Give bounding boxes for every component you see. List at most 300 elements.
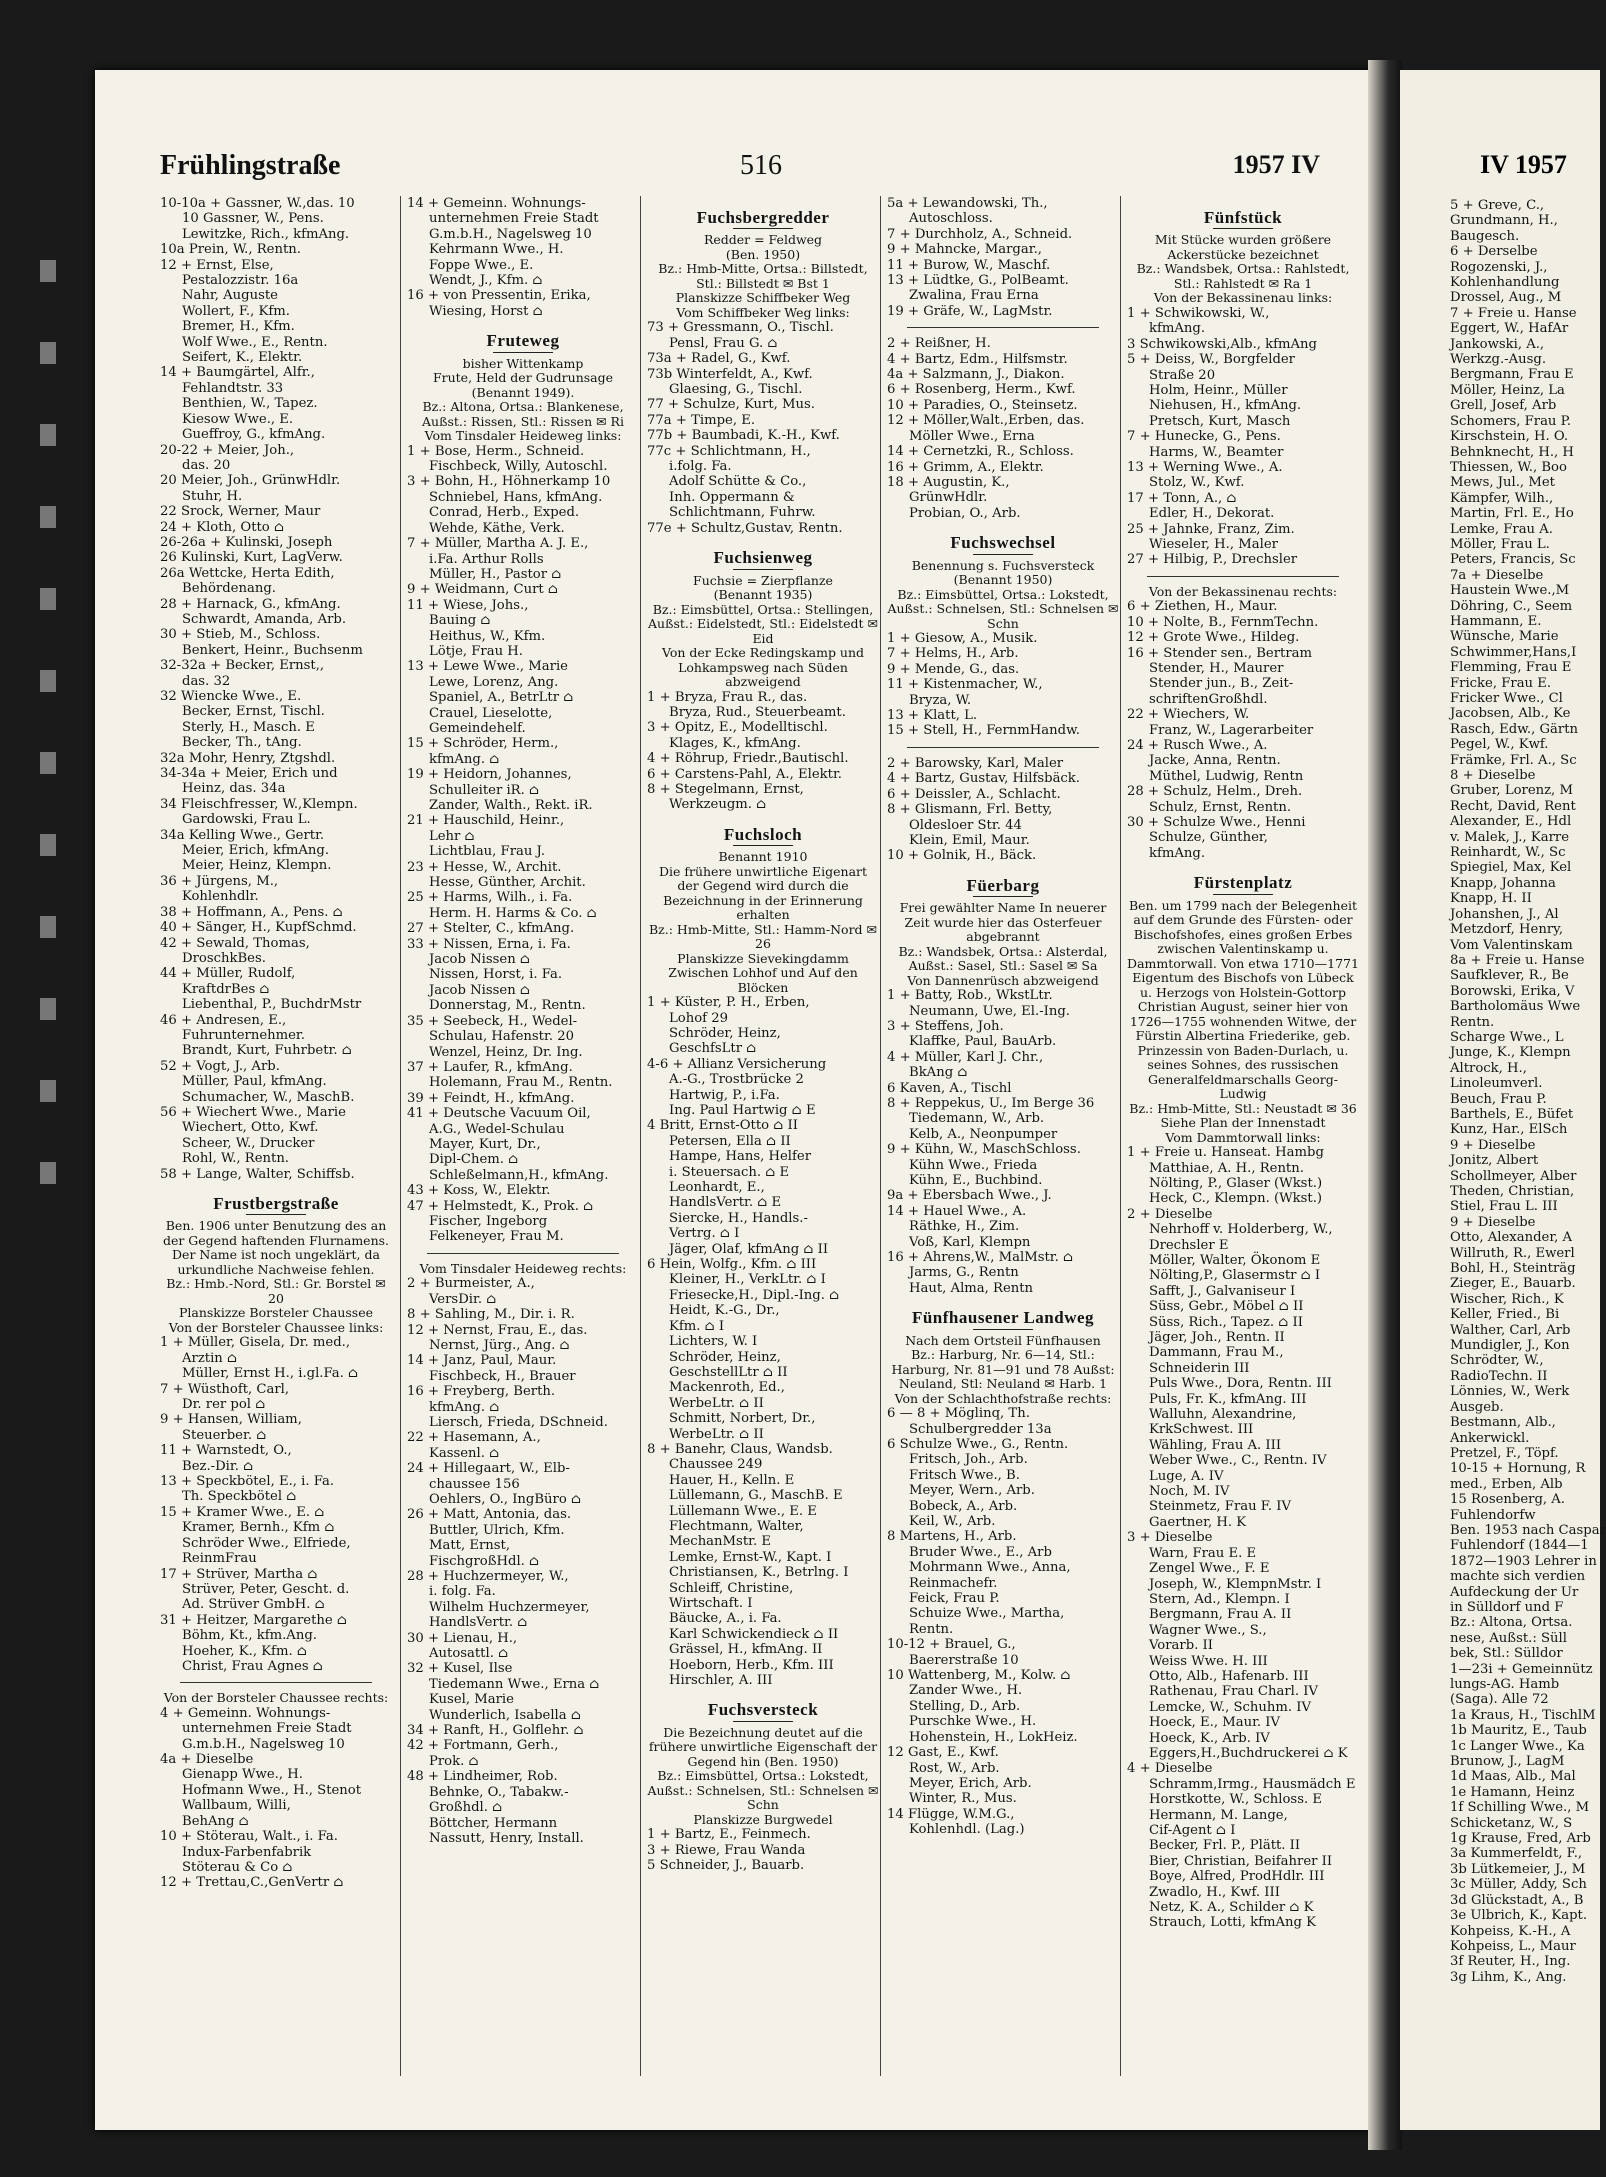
resident-line: Schröder, Heinz, — [669, 1349, 781, 1365]
resident-line: Heithus, W., Kfm. — [429, 628, 546, 644]
resident-line: Nernst, Jürg., Ang. ⌂ — [429, 1337, 570, 1353]
street-note: (Ben. 1950) — [725, 246, 801, 262]
street-note: Von der Ecke Redingskamp und Lohkampsweg nach Süden abzweigend — [661, 645, 865, 689]
facing-page-line: 3e Ulbrich, K., Kapt. — [1450, 1908, 1588, 1924]
facing-page-line: Bestmann, Alb., — [1450, 1415, 1556, 1431]
facing-page-line: Behnknecht, H., H — [1450, 444, 1574, 460]
resident-line: Kramer, Bernh., Kfm ⌂ — [182, 1520, 335, 1536]
resident-line: Wendt, J., Kfm. ⌂ — [429, 273, 543, 289]
facing-page-line: Bartholomäus Wwe — [1450, 999, 1581, 1015]
address-entry: 10 + Paradies, O., Steinsetz. — [887, 397, 1078, 413]
street-note: Bz.: Eimsbüttel, Ortsa.: Stellingen, Außst.: Eidelstedt, Stl.: Eidelstedt ✉ Eid — [648, 601, 878, 646]
address-entry: 42 + Fortmann, Gerh., — [407, 1738, 559, 1754]
resident-line: Reinmachefr. — [909, 1575, 998, 1591]
address-entry: 73 + Gressmann, O., Tischl. — [647, 320, 834, 336]
address-entry: 6 Kaven, A., Tischl — [887, 1080, 1012, 1096]
address-entry: 13 + Speckbötel, E., i. Fa. — [160, 1474, 335, 1490]
facing-page-line: 1b Mauritz, E., Taub — [1450, 1723, 1587, 1739]
resident-line: Rentn. — [909, 1621, 954, 1637]
resident-line: Autoschloss. — [909, 211, 993, 227]
resident-line: Prok. ⌂ — [429, 1753, 479, 1769]
resident-line: Klages, K., kfmAng. — [669, 735, 801, 751]
facing-page-line: Johanshen, J., Al — [1450, 906, 1559, 922]
facing-page-line: Schrödter, W., — [1450, 1353, 1544, 1369]
street-note: Siehe Plan der Innenstadt — [1160, 1115, 1326, 1131]
address-entry: 22 + Wiechers, W. — [1127, 707, 1250, 723]
scan-edge-marks — [0, 200, 95, 1800]
facing-page-line: 10-15 + Hornung, R — [1450, 1461, 1586, 1477]
resident-line: Steuerber. ⌂ — [182, 1427, 267, 1443]
resident-line: Räthke, H., Zim. — [909, 1219, 1020, 1235]
address-entry: 14 + Baumgärtel, Alfr., — [160, 365, 315, 381]
facing-page-line: Gruber, Lorenz, M — [1450, 783, 1573, 799]
resident-line: Strauch, Lotti, kfmAng K — [1149, 1915, 1317, 1931]
address-entry: 34 Fleischfresser, W.,Klempn. — [160, 796, 358, 812]
address-entry: 22 + Hasemann, A., — [407, 1430, 541, 1446]
resident-line: i.folg. Fa. — [669, 459, 732, 475]
address-entry: 1 + Bose, Herm., Schneid. — [407, 443, 585, 459]
address-entry: 24 + Rusch Wwe., A. — [1127, 737, 1268, 753]
facing-page-line: Rasch, Edw., Gärtn — [1450, 721, 1578, 737]
address-entry: 34a Kelling Wwe., Gertr. — [160, 827, 325, 843]
resident-line: Benkert, Heinr., Buchsenm — [182, 642, 363, 658]
resident-line: kfmAng. ⌂ — [429, 1399, 500, 1415]
street-heading: Fuchsloch — [647, 827, 879, 846]
street-heading: Fünfstück — [1127, 210, 1359, 229]
address-entry: 12 + Trettau,C.,GenVertr ⌂ — [160, 1875, 344, 1891]
street-note: Von der Borsteler Chaussee links: — [168, 1319, 384, 1335]
address-entry: 16 + Ahrens,W., MalMstr. ⌂ — [887, 1250, 1074, 1266]
facing-page-line: 7a + Dieselbe — [1450, 567, 1544, 583]
resident-line: Heidt, K.-G., Dr., — [669, 1303, 780, 1319]
resident-line: Kfm. ⌂ I — [669, 1318, 725, 1334]
address-entry: 48 + Lindheimer, Rob. — [407, 1769, 558, 1785]
street-note: Bz.: Eimsbüttel, Ortsa.: Lokstedt, Außst.: Schnelsen, Stl.: Schnelsen ✉ Schn — [887, 586, 1119, 631]
resident-line: Scheer, W., Drucker — [182, 1135, 315, 1151]
resident-line: Zwadlo, H., Kwf. III — [1149, 1884, 1280, 1900]
address-entry: 9 + Mahncke, Margar., — [887, 242, 1042, 258]
facing-page-line: 8 + Dieselbe — [1450, 768, 1536, 784]
facing-page-line: Martin, Frl. E., Ho — [1450, 506, 1574, 522]
address-entry: 7 + Hunecke, G., Pens. — [1127, 429, 1281, 445]
address-entry: 4a + Dieselbe — [160, 1752, 254, 1768]
facing-page-line: Reinhardt, W., Sc — [1450, 845, 1566, 861]
resident-line: Nölting, P., Glaser (Wkst.) — [1149, 1175, 1323, 1191]
resident-line: Felkeneyer, Frau M. — [429, 1229, 564, 1245]
address-entry: 4-6 + Allianz Versicherung — [647, 1056, 827, 1072]
facing-page-line: Jacobsen, Alb., Ke — [1450, 706, 1571, 722]
resident-line: Gemeindehelf. — [429, 720, 526, 736]
facing-page-line: Thiessen, W., Boo — [1450, 459, 1567, 475]
facing-page-line: Möller, Frau L. — [1450, 536, 1550, 552]
resident-line: Schulleiter iR. ⌂ — [429, 782, 540, 798]
book-gutter — [1368, 60, 1402, 2150]
address-entry: 73b Winterfeldt, A., Kwf. — [647, 366, 813, 382]
address-entry: 7 + Durchholz, A., Schneid. — [887, 226, 1073, 242]
resident-line: Meier, Erich, kfmAng. — [182, 843, 330, 859]
resident-line: Sterly, H., Masch. E — [182, 719, 315, 735]
facing-page-line: 1f Schilling Wwe., M — [1450, 1800, 1590, 1816]
resident-line: Schuize Wwe., Martha, — [909, 1606, 1065, 1622]
resident-line: Flechtmann, Walter, — [669, 1518, 804, 1534]
resident-line: Stöterau & Co ⌂ — [182, 1859, 293, 1875]
facing-page-line: Kohpeiss, K.-H., A — [1450, 1923, 1571, 1939]
address-entry: 28 + Harnack, G., kfmAng. — [160, 596, 341, 612]
address-entry: 13 + Klatt, L. — [887, 708, 978, 724]
facing-page-line: 3c Müller, Addy, Sch — [1450, 1877, 1587, 1893]
resident-line: Warn, Frau E. E — [1149, 1545, 1257, 1561]
column-3 — [640, 196, 879, 2076]
address-entry: 42 + Sewald, Thomas, — [160, 935, 310, 951]
resident-line: Mayer, Kurt, Dr., — [429, 1136, 541, 1152]
facing-page-line: Lemke, Frau A. — [1450, 521, 1553, 537]
address-entry: 37 + Laufer, R., kfmAng. — [407, 1059, 573, 1075]
resident-line: Wolf Wwe., E., Rentn. — [182, 334, 328, 350]
resident-line: Klaffke, Paul, BauArb. — [909, 1034, 1057, 1050]
resident-line: Schulau, Hafenstr. 20 — [429, 1029, 574, 1045]
resident-line: Jarms, G., Rentn — [909, 1265, 1019, 1281]
facing-page-line: lungs-AG. Hamb — [1450, 1677, 1560, 1692]
address-entry: 10-10a + Gassner, W.,das. 10 — [160, 196, 355, 211]
address-entry: 3 + Bohn, H., Höhnerkamp 10 — [407, 474, 611, 490]
address-entry: 3 + Dieselbe — [1127, 1530, 1213, 1546]
street-note: Vom Dammtorwall links: — [1165, 1129, 1321, 1145]
page-number: 516 — [740, 150, 782, 181]
resident-line: Schleßelmann,H., kfmAng. — [429, 1167, 609, 1183]
address-entry: 32-32a + Becker, Ernst,, — [160, 658, 325, 674]
resident-line: Heinz, das. 34a — [182, 781, 286, 797]
address-entry: 56 + Wiechert Wwe., Marie — [160, 1104, 346, 1120]
facing-page-line: Wünsche, Marie — [1450, 629, 1559, 645]
street-heading: Frustbergstraße — [160, 1196, 392, 1215]
address-entry: 46 + Andresen, E., — [160, 1012, 287, 1028]
resident-line: Kassenl. ⌂ — [429, 1445, 500, 1461]
resident-line: Nahr, Auguste — [182, 288, 278, 304]
resident-line: Behördenang. — [182, 581, 276, 597]
facing-page-line: Lönnies, W., Werk — [1450, 1384, 1570, 1400]
resident-line: Wallbaum, Willi, — [182, 1798, 291, 1814]
address-entry: 24 + Hillegaart, W., Elb- — [407, 1461, 570, 1477]
address-entry: 10 + Stöterau, Walt., i. Fa. — [160, 1829, 338, 1845]
facing-page-line: Hammann, E. — [1450, 613, 1542, 629]
facing-page-line: 1—23i + Gemeinnütz — [1450, 1661, 1593, 1677]
address-entry: 12 + Grote Wwe., Hildeg. — [1127, 630, 1300, 646]
address-entry: 28 + Huchzermeyer, W., — [407, 1569, 569, 1584]
facing-page-line: Kohlenhandlung — [1450, 275, 1560, 291]
resident-line: Lüllemann, G., MaschB. E — [669, 1488, 843, 1504]
address-entry: 39 + Feindt, H., kfmAng. — [407, 1090, 575, 1106]
resident-line: Siercke, H., Handls.- — [669, 1210, 808, 1226]
resident-line: G.m.b.H., Nagelsweg 10 — [182, 1736, 345, 1752]
facing-page-line: 3b Lütkemeier, J., M — [1450, 1861, 1586, 1877]
resident-line: Böhm, Kt., kfm.Ang. — [182, 1628, 317, 1644]
facing-page-line: Kirschstein, H. O. — [1450, 429, 1569, 445]
address-entry: 27 + Hilbig, P., Drechsler — [1127, 552, 1298, 568]
street-note: Ben. 1906 unter Benutzung des an der Gegend haftenden Flurnamens. — [162, 1218, 390, 1248]
resident-line: Chaussee 249 — [669, 1457, 763, 1473]
facing-page-line: Recht, David, Rent — [1450, 798, 1576, 814]
resident-line: Winter, R., Mus. — [909, 1791, 1017, 1807]
resident-line: kfmAng. — [1149, 321, 1206, 337]
resident-line: Hoeck, K., Arb. IV — [1149, 1730, 1270, 1746]
resident-line: Autosattl. ⌂ — [429, 1646, 509, 1662]
facing-page-line: Knapp, Johanna — [1450, 875, 1556, 891]
address-entry: 77c + Schlichtmann, H., — [647, 443, 811, 459]
facing-page-line: Schwimmer,Hans,I — [1450, 644, 1577, 660]
facing-page-line: Metzdorf, Henry, — [1450, 922, 1564, 938]
resident-line: Pensl, Frau G. ⌂ — [669, 335, 778, 351]
facing-page-line: machte sich verdien — [1450, 1569, 1586, 1585]
facing-page-line: in Sülldorf und F — [1450, 1599, 1564, 1615]
facing-page-line: Keller, Fried., Bi — [1450, 1307, 1560, 1323]
resident-line: HandlsVertr. ⌂ — [429, 1615, 528, 1631]
facing-page-line: Schicketanz, W., S — [1450, 1815, 1573, 1831]
resident-line: Wiechert, Otto, Kwf. — [182, 1120, 319, 1136]
address-entry: 16 + Stender sen., Bertram — [1127, 645, 1312, 661]
street-note: Bz.: Eimsbüttel, Ortsa.: Lokstedt, Außst.: Schnelsen, Stl.: Schnelsen ✉ Schn — [647, 1768, 879, 1813]
address-entry: 4 + Müller, Karl J. Chr., — [887, 1049, 1044, 1065]
address-entry: 4 + Gemeinn. Wohnungs- — [160, 1705, 331, 1721]
resident-line: Haut, Alma, Rentn — [909, 1280, 1034, 1296]
divider — [907, 327, 1099, 328]
address-entry: 34-34a + Meier, Erich und — [160, 766, 338, 782]
street-note: Bz.: Hmb-Mitte, Ortsa.: Billstedt, Stl.: Billstedt ✉ Bst 1 — [658, 261, 868, 291]
resident-line: Bryza, W. — [909, 692, 972, 708]
year-volume: 1957 IV — [1232, 150, 1320, 179]
resident-line: Lichters, W. I — [669, 1334, 758, 1350]
resident-line: Müller, H., Pastor ⌂ — [429, 566, 562, 582]
address-entry: 38 + Hoffmann, A., Pens. ⌂ — [160, 904, 343, 920]
resident-line: Harms, W., Beamter — [1149, 444, 1284, 460]
facing-page-line: Wischer, Rich., K — [1450, 1291, 1564, 1307]
resident-line: Kleiner, H., VerkLtr. ⌂ I — [669, 1272, 826, 1288]
facing-page-line: Scharge Wwe., L — [1450, 1029, 1564, 1045]
columns — [160, 196, 1359, 2096]
resident-line: Hartwig, P., i.Fa. — [669, 1087, 780, 1103]
resident-line: Matthiae, A. H., Rentn. — [1149, 1160, 1304, 1176]
resident-line: Werkzeugm. ⌂ — [669, 797, 767, 813]
resident-line: das. 20 — [182, 457, 231, 473]
resident-line: Wilhelm Huchzermeyer, — [429, 1599, 590, 1615]
facing-page-line: Kämpfer, Wilh., — [1450, 490, 1554, 506]
address-entry: 10a Prein, W., Rentn. — [160, 242, 301, 258]
resident-line: Großhdl. ⌂ — [429, 1800, 503, 1816]
facing-page-line: Aufdeckung der Ur — [1450, 1584, 1579, 1600]
resident-line: Kohlenhdlr. — [182, 889, 259, 905]
address-entry: 32 + Kusel, Ilse — [407, 1661, 513, 1677]
resident-line: Schneiderin III — [1149, 1360, 1250, 1376]
resident-line: Brandt, Kurt, Fuhrbetr. ⌂ — [182, 1043, 352, 1059]
resident-line: Jäger, Olaf, kfmAng ⌂ II — [669, 1241, 829, 1257]
address-entry: 9 + Kühn, W., MaschSchloss. — [887, 1142, 1081, 1158]
street-note: Mit Stücke wurden größere Ackerstücke bezeichnet — [1154, 232, 1332, 262]
resident-line: Glaesing, G., Tischl. — [669, 382, 803, 398]
street-note: bisher Wittenkamp — [462, 355, 584, 371]
street-note: Planskizze Schiffbeker Weg — [675, 290, 851, 306]
resident-line: Hofmann Wwe., H., Stenot — [182, 1782, 362, 1798]
address-entry: 8 + Banehr, Claus, Wandsb. — [647, 1441, 833, 1457]
street-note: Vom Tinsdaler Heideweg links: — [424, 428, 622, 444]
street-note: Nach dem Ortsteil Fünfhausen — [905, 1332, 1101, 1348]
address-entry: 5a + Lewandowski, Th., — [887, 196, 1048, 211]
resident-line: Stuhr, H. — [182, 488, 243, 504]
resident-line: Nölting,P., Glasermstr ⌂ I — [1149, 1268, 1321, 1284]
address-entry: 11 + Burow, W., Maschf. — [887, 257, 1051, 273]
resident-line: Fuhrunternehmer. — [182, 1027, 305, 1043]
resident-line: Mackenroth, Ed., — [669, 1380, 785, 1396]
resident-line: Th. Speckbötel ⌂ — [182, 1489, 297, 1505]
facing-page-line: Baugesch. — [1450, 228, 1520, 244]
resident-line: Probian, O., Arb. — [909, 505, 1021, 521]
address-entry: 3 + Riewe, Frau Wanda — [647, 1842, 806, 1858]
address-entry: 22 Srock, Werner, Maur — [160, 504, 321, 520]
resident-line: Lichtblau, Frau J. — [429, 844, 546, 860]
resident-line: Schulz, Ernst, Rentn. — [1149, 799, 1292, 815]
address-entry: 5 + Deiss, W., Borgfelder — [1127, 352, 1295, 368]
resident-line: Lewe, Lorenz, Ang. — [429, 674, 559, 690]
address-entry: 16 + Freyberg, Berth. — [407, 1384, 556, 1400]
facing-page-line: Spiegiel, Max, Kel — [1450, 860, 1572, 876]
resident-line: chaussee 156 — [429, 1476, 520, 1492]
street-note: Benennung s. Fuchsversteck (Benannt 1950) — [911, 557, 1095, 588]
resident-line: Wagner Wwe., S., — [1149, 1622, 1267, 1638]
address-entry: 1 + Müller, Gisela, Dr. med., — [160, 1335, 351, 1351]
facing-page-line: Pretzel, F., Töpf. — [1450, 1445, 1559, 1461]
street-note: Von Dannenrüsch abzweigend — [907, 972, 1099, 988]
address-entry: 20 Meier, Joh., GrünwHdlr. — [160, 473, 341, 489]
facing-page-line: 9 + Dieselbe — [1450, 1137, 1536, 1153]
facing-page-line: Peters, Francis, Sc — [1450, 552, 1576, 568]
address-entry: 77a + Timpe, E. — [647, 412, 756, 428]
resident-line: Otto, Alb., Hafenarb. III — [1149, 1668, 1309, 1684]
address-entry: 9a + Ebersbach Wwe., J. — [887, 1188, 1052, 1204]
street-note: Von der Borsteler Chaussee rechts: — [163, 1690, 389, 1706]
street-note: Ben. um 1799 nach der Belegenheit auf dem Grunde des Fürsten- oder Bischofshofes, eines großen Erbes zwischen Valentinskamp u. Dammtorwall. Von etwa 1710—1771 Eigentum des Bischofs von Lübeck u. Herzogs von Holstein-Gottorp Christian August, seiner hier von 1726—1755 wohnenden Witwe, der Fürstin Albertina Friederike, geb. Prinzessin von Baden-Durlach, u. seines Sohnes, des russischen Generalfeldmarschalls Georg-Ludwig — [1127, 897, 1359, 1102]
resident-line: Puls Wwe., Dora, Rentn. III — [1149, 1376, 1332, 1392]
facing-page-line: Drossel, Aug., M — [1450, 290, 1562, 306]
address-entry: 11 + Wiese, Johs., — [407, 597, 529, 613]
resident-line: das. 32 — [182, 673, 231, 689]
resident-line: Arztin ⌂ — [182, 1350, 238, 1366]
resident-line: unternehmen Freie Stadt — [182, 1721, 352, 1737]
resident-line: Schwardt, Amanda, Arb. — [182, 611, 347, 627]
resident-line: Dr. rer pol ⌂ — [182, 1397, 266, 1413]
resident-line: Herm. H. Harms & Co. ⌂ — [429, 905, 597, 921]
address-entry: 14 + Cernetzki, R., Schloss. — [887, 444, 1074, 460]
resident-line: Nassutt, Henry, Install. — [429, 1830, 584, 1846]
address-entry: 10 + Golnik, H., Bäck. — [887, 848, 1037, 864]
address-entry: 18 + Augustin, K., — [887, 474, 1010, 490]
address-entry: 1 + Bryza, Frau R., das. — [647, 689, 808, 705]
address-entry: 3 + Steffens, Joh. — [887, 1018, 1004, 1034]
address-entry: 6 + Carstens-Pahl, A., Elektr. — [647, 766, 842, 782]
address-entry: 27 + Stelter, C., kfmAng. — [407, 921, 575, 937]
facing-page-line: Flemming, Frau E — [1450, 660, 1572, 676]
facing-page-line: Fricke, Frau E. — [1450, 675, 1552, 691]
address-entry: 30 + Schulze Wwe., Henni — [1127, 815, 1306, 830]
address-entry: 3 + Opitz, E., Modelltischl. — [647, 720, 828, 736]
resident-line: Schleiff, Christine, — [669, 1580, 794, 1596]
resident-line: Lemke, Ernst-W., Kapt. I — [669, 1549, 832, 1565]
facing-page-line: Fuhlendorfw — [1450, 1507, 1536, 1523]
address-entry: 47 + Helmstedt, K., Prok. ⌂ — [407, 1198, 594, 1214]
street-note: Der Name ist noch ungeklärt, da urkundliche Nachweise fehlen. — [172, 1247, 380, 1277]
address-entry: 73a + Radel, G., Kwf. — [647, 351, 791, 367]
resident-line: WerbeLtr. ⌂ II — [669, 1395, 764, 1411]
resident-line: Hampe, Hans, Helfer — [669, 1149, 812, 1165]
resident-line: Fritsch Wwe., B. — [909, 1467, 1020, 1483]
resident-line: Cif-Agent ⌂ I — [1149, 1823, 1236, 1838]
resident-line: Benthien, W., Tapez. — [182, 396, 318, 412]
street-note: Frei gewählter Name In neuerer Zeit wurde hier das Osterfeuer abgebrannt — [899, 900, 1107, 945]
resident-line: Hermann, M. Lange, — [1149, 1807, 1288, 1823]
street-heading: Fürstenplatz — [1127, 875, 1359, 894]
address-entry: 6 Hein, Wolfg., Kfm. ⌂ III — [647, 1257, 817, 1273]
resident-line: BkAng ⌂ — [909, 1065, 968, 1081]
address-entry: 8 + Glismann, Frl. Betty, — [887, 802, 1053, 818]
resident-line: Grässel, H., kfmAng. II — [669, 1642, 823, 1658]
resident-line: Möller Wwe., Erna — [909, 428, 1035, 444]
resident-line: Schlichtmann, Fuhrw. — [669, 505, 816, 521]
resident-line: Lüllemann Wwe., E. E — [669, 1503, 817, 1519]
resident-line: Bremer, H., Kfm. — [182, 319, 295, 335]
address-entry: 7 + Wüsthoft, Carl, — [160, 1381, 290, 1397]
resident-line: Indux-Farbenfabrik — [182, 1844, 312, 1860]
resident-line: Kühn Wwe., Frieda — [909, 1157, 1038, 1173]
resident-line: Möller, Walter, Ökonom E — [1149, 1252, 1321, 1268]
resident-line: GeschstellLtr ⌂ II — [669, 1364, 788, 1380]
resident-line: Kehrmann Wwe., H. — [429, 242, 564, 258]
facing-page-line: Theden, Christian, — [1450, 1184, 1575, 1199]
facing-page-line: Otto, Alexander, A — [1450, 1230, 1573, 1246]
facing-page-line: Schollmeyer, Alber — [1450, 1168, 1577, 1184]
address-entry: 10 + Nolte, B., FernmTechn. — [1127, 614, 1319, 630]
resident-line: Wiesing, Horst ⌂ — [429, 303, 543, 319]
resident-line: ReinmFrau — [182, 1551, 257, 1567]
resident-line: Schulze, Günther, — [1149, 830, 1268, 846]
resident-line: Dipl-Chem. ⌂ — [429, 1152, 519, 1168]
resident-line: Tiedemann, W., Arb. — [909, 1111, 1045, 1127]
divider — [1147, 576, 1339, 577]
address-entry: 5 Schneider, J., Bauarb. — [647, 1858, 805, 1874]
address-entry: 4 Britt, Ernst-Otto ⌂ II — [647, 1118, 798, 1134]
resident-line: Fritsch, Joh., Arb. — [909, 1452, 1028, 1468]
resident-line: Tiedemann Wwe., Erna ⌂ — [429, 1676, 600, 1692]
street-note: Planskizze Borsteler Chaussee — [178, 1305, 374, 1321]
resident-line: Pestalozzistr. 16a — [182, 273, 299, 289]
address-entry: 33 + Nissen, Erna, i. Fa. — [407, 936, 571, 952]
address-entry: 2 + Barowsky, Karl, Maler — [887, 755, 1064, 771]
resident-line: Strüver, Peter, Gescht. d. — [182, 1581, 350, 1597]
address-entry: 7 + Müller, Martha A. J. E., — [407, 536, 589, 552]
resident-line: Hoeck, E., Maur. IV — [1149, 1715, 1281, 1731]
street-note: Von der Bekassinenau rechts: — [1148, 583, 1338, 599]
resident-line: Schröder Wwe., Elfriede, — [182, 1535, 351, 1551]
resident-line: Joseph, W., KlempnMstr. I — [1149, 1576, 1322, 1592]
resident-line: Foppe Wwe., E. — [429, 257, 534, 273]
resident-line: Holm, Heinr., Müller — [1149, 382, 1288, 398]
resident-line: Kühn, E., Buchbind. — [909, 1173, 1043, 1188]
address-entry: 32 Wiencke Wwe., E. — [160, 689, 302, 704]
resident-line: Becker, Frl. P., Plätt. II — [1149, 1838, 1301, 1854]
address-entry: 77 + Schulze, Kurt, Mus. — [647, 397, 815, 413]
address-entry: 36 + Jürgens, M., — [160, 873, 279, 889]
resident-line: WerbeLtr. ⌂ II — [669, 1426, 764, 1442]
address-entry: 6 + Ziethen, H., Maur. — [1127, 599, 1278, 615]
resident-line: G.m.b.H., Nagelsweg 10 — [429, 226, 592, 242]
resident-line: Gardowski, Frau L. — [182, 812, 311, 828]
resident-line: Bäucke, A., i. Fa. — [669, 1611, 782, 1627]
